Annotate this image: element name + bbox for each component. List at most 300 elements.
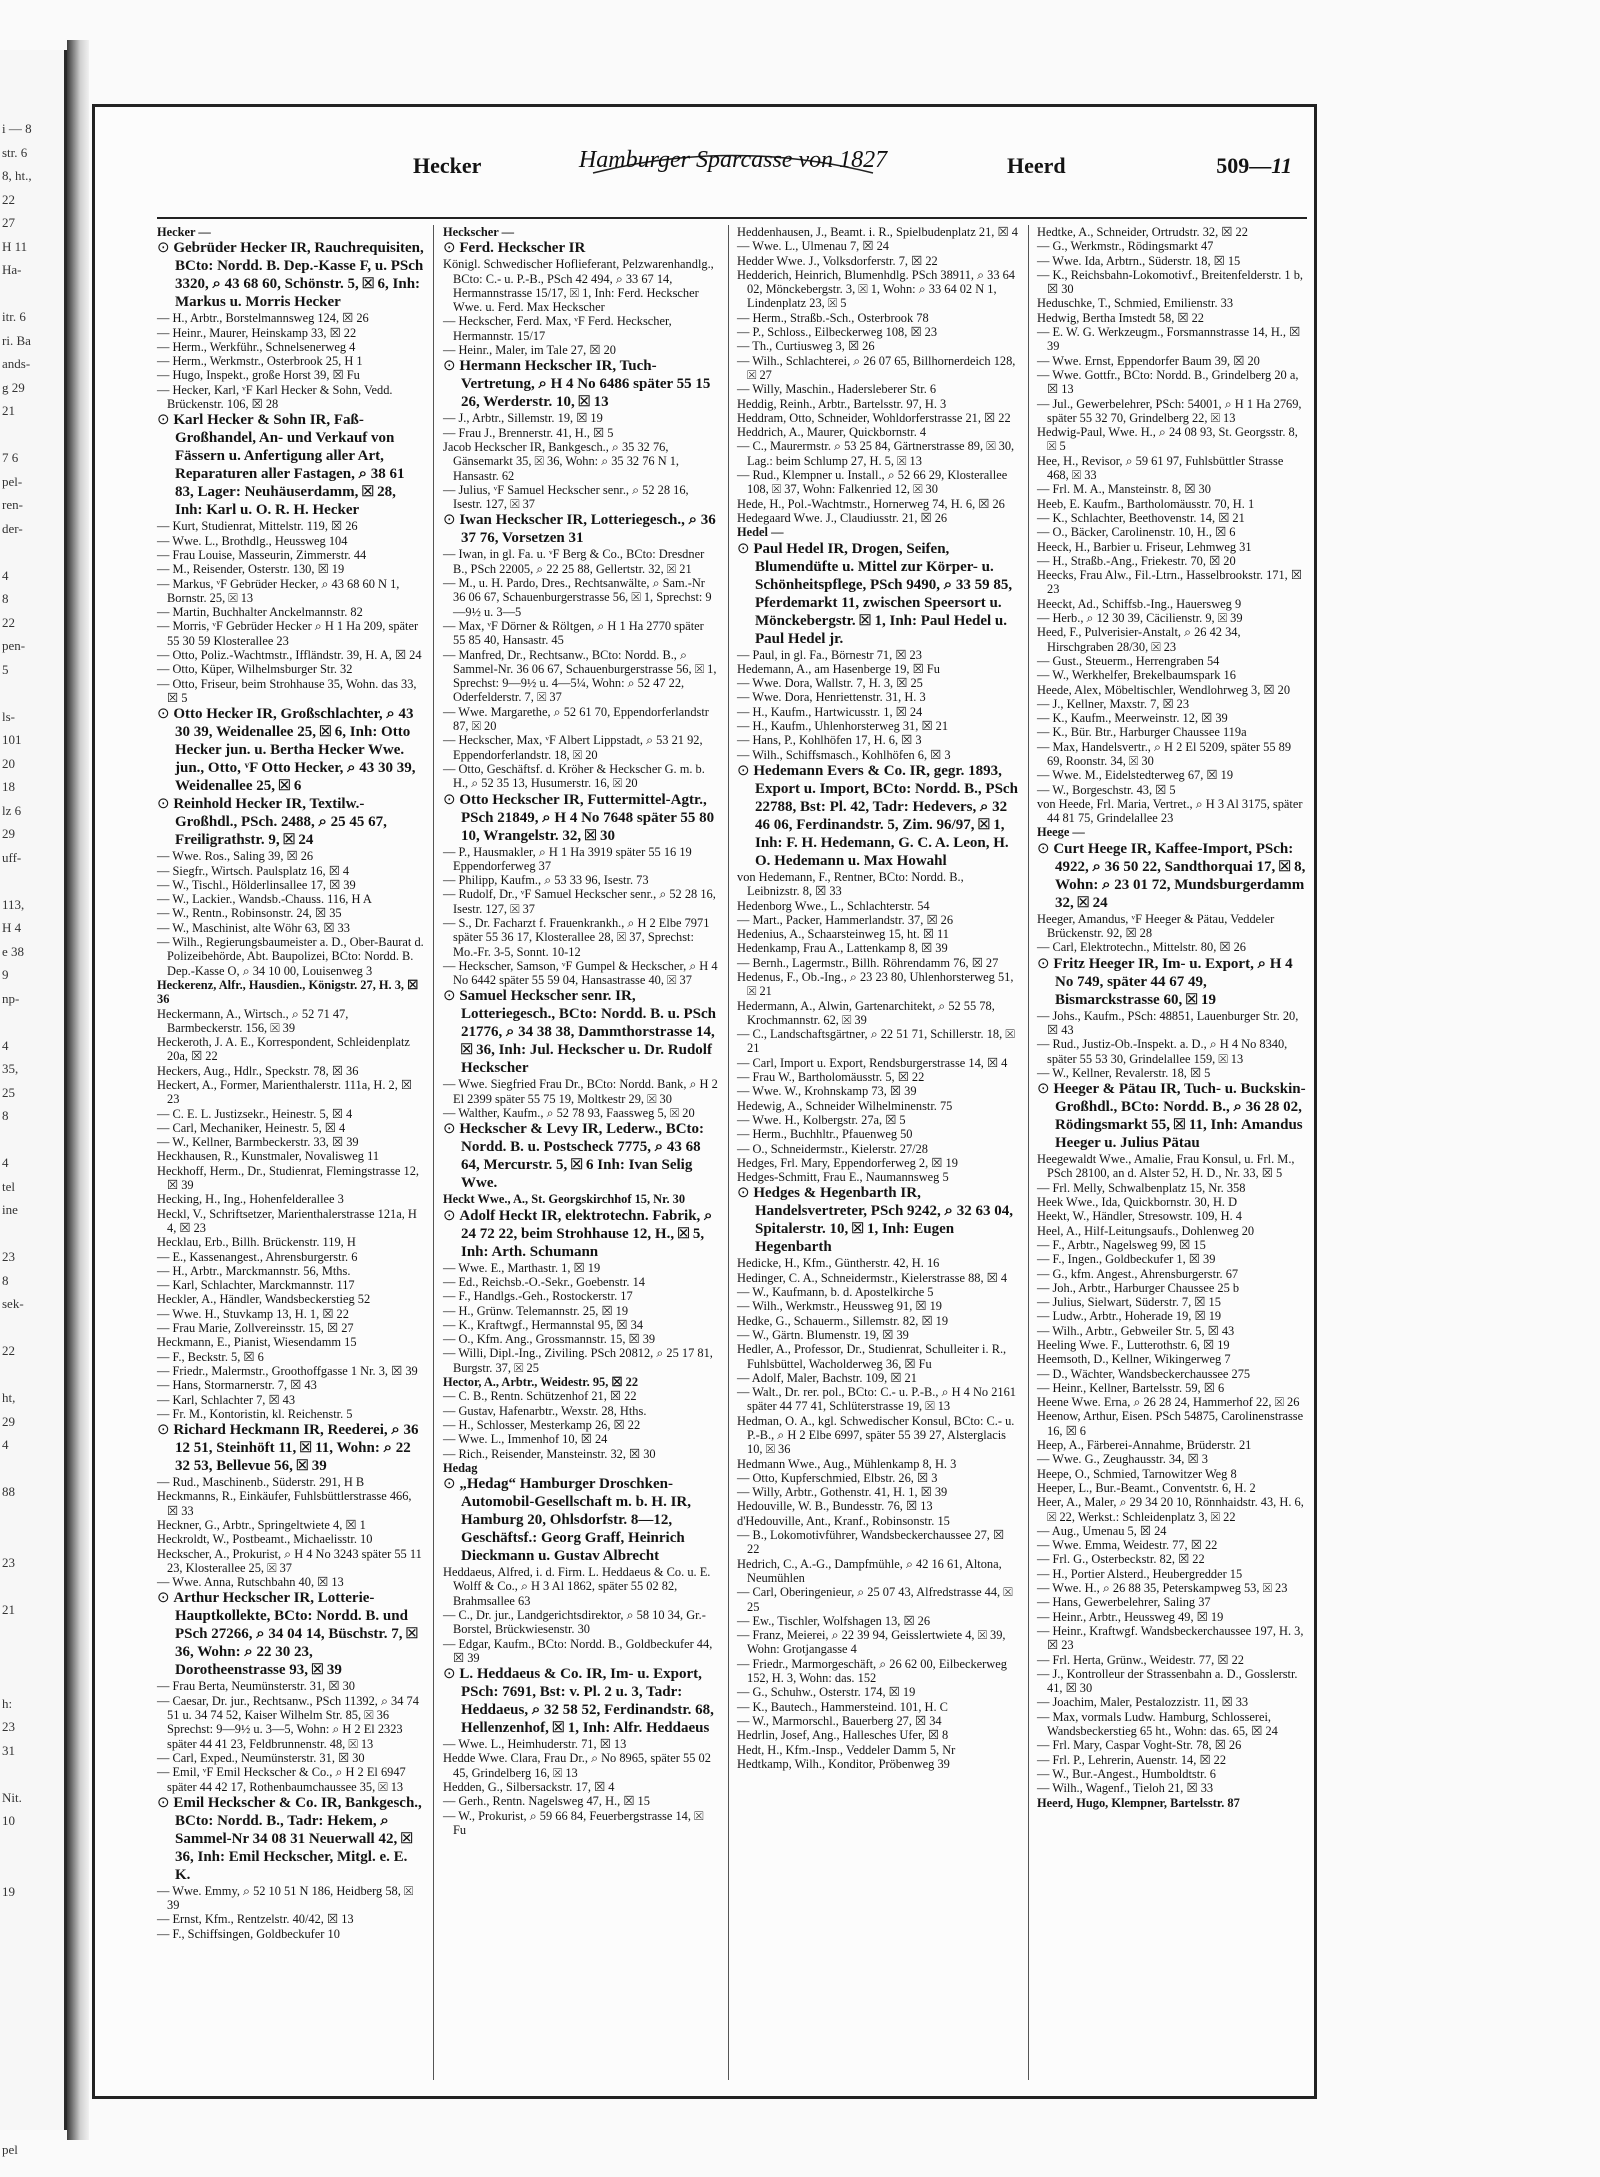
previous-page-fragment: 29 — [2, 1413, 15, 1429]
directory-entry: Heeling Wwe. F., Lutterothstr. 6, ☒ 19 — [1037, 1338, 1230, 1352]
directory-entry: — Edgar, Kaufm., BCto: Nordd. B., Goldbeckufer 44, ☒ 39 — [443, 1636, 713, 1665]
directory-entry: — Heckscher, Max, ᵛF Albert Lippstadt, ⌕ 53 21 92, Eppendorferlandstr. 18, ☒ 20 — [443, 733, 703, 762]
directory-entry: — Herm., Straßb.-Sch., Osterbrook 78 — [737, 310, 929, 325]
directory-entry: — Wwe. Anna, Rutschbahn 40, ☒ 13 — [157, 1575, 344, 1590]
directory-entry: — Wwe. L., Heimhuderstr. 71, ☒ 13 — [443, 1737, 627, 1752]
previous-page-fragment: ri. Ba — [2, 332, 31, 348]
directory-entry: — Manfred, Dr., Rechtsanw., BCto: Nordd. B., ⌕ Sammel-Nr. 36 06 67, Schauenburgerstrasse 56, ☒ 1, Sprechst: 9—9½ u. 4—5¼, Wohn: ⌕ 52 47 22, Oderfelderstr. 7, ☒ 37 — [443, 647, 717, 705]
directory-entry: Hedermann, A., Alwin, Gartenarchitekt, ⌕ 52 55 78, Krochmannstr. 62, ☒ 39 — [737, 998, 995, 1027]
directory-entry: Hector, A., Arbtr., Weidestr. 95, ☒ 22 — [443, 1375, 639, 1390]
directory-entry: Heeckt, Ad., Schiffsb.-Ing., Hauersweg 9 — [1037, 596, 1242, 611]
directory-entry: ⊙ Hedemann Evers & Co. IR, gegr. 1893, Export u. Import, BCto: Nordd. B., PSch 22788, Bst: Pl. 42, Tadr: Hedevers, ⌕ 32 46 06, Ferdinandstr. 5, Zim. 96/97, ☒ 1, Inh: F. H. Hedemann, G. C. A. Leon, H. O. Hedemann u. Max Howahl — [737, 762, 1019, 870]
directory-entry: — Martin, Buchhalter Anckelmannstr. 82 — [157, 605, 363, 620]
directory-entry: Hedenus, F., Ob.-Ing., ⌕ 23 23 80, Uhlenhorsterweg 51, ☒ 21 — [737, 969, 1014, 999]
directory-entry: — Wwe. H., Kolbergstr. 27a, ☒ 5 — [737, 1112, 906, 1127]
directory-entry: — Karl, Schlachter, Marckmannstr. 117 — [157, 1278, 355, 1293]
directory-entry: — F., Ingen., Goldbeckufer 1, ☒ 39 — [1037, 1252, 1216, 1267]
directory-entry: — S., Dr. Facharzt f. Frauenkrankh., ⌕ H 2 Elbe 7971 später 55 36 17, Klosterallee 28, ☒ 37, Sprechst: Mo.-Fr. 3-5, Sonnt. 10-12 — [443, 915, 710, 959]
directory-entry: Heckert, A., Former, Marienthalerstr. 111a, H. 2, ☒ 23 — [157, 1077, 413, 1107]
directory-entry: — W., Kaufmann, b. d. Apostelkirche 5 — [737, 1285, 934, 1300]
directory-entry: — Carl, Exped., Neumünsterstr. 31, ☒ 30 — [157, 1750, 365, 1765]
directory-entry: — Wwe. Dora, Wallstr. 7, H. 3, ☒ 25 — [737, 676, 923, 691]
header-right-word: Heerd — [1007, 153, 1066, 178]
previous-page-fragment: 101 — [2, 732, 22, 747]
directory-entry: Hedman, O. A., kgl. Schwedischer Konsul, BCto: C.- u. P.-B., ⌕ H 2 Elbe 6997, später 55 39 27, Alsterglacis 10, ☒ 36 — [737, 1413, 1015, 1457]
directory-entry: Hedtke, A., Schneider, Ortrudstr. 32, ☒ 22 — [1037, 225, 1248, 239]
directory-entry: — P., Schloss., Eilbeckerweg 108, ☒ 23 — [737, 325, 938, 340]
directory-entry: — Gerh., Rentn. Nagelsweg 47, H., ☒ 15 — [443, 1794, 650, 1809]
directory-entry: — W., Kellner, Revalerstr. 18, ☒ 5 — [1037, 1065, 1211, 1080]
directory-entry: ⊙ Emil Heckscher & Co. IR, Bankgesch., BCto: Nordd. B., Tadr: Hekem, ⌕ Sammel-Nr 34 08 31 Neuerwall 42, ☒ 36, Inh: Emil Heckscher, Mitgl. e. E. K. — [157, 1794, 425, 1884]
previous-page-fragment: der- — [2, 520, 23, 536]
column-divider — [728, 225, 729, 2080]
directory-entry: — J., Arbtr., Sillemstr. 19, ☒ 19 — [443, 411, 603, 426]
directory-entry: — Wwe. Emmy, ⌕ 52 10 51 N 186, Heidberg 58, ☒ 39 — [157, 1883, 414, 1913]
directory-entry: — H., Kaufm., Hartwicusstr. 1, ☒ 24 — [737, 704, 923, 719]
directory-entry: — W., Bur.-Angest., Humboldtstr. 6 — [1037, 1766, 1216, 1781]
directory-entry: — Frl. P., Lehrerin, Auenstr. 14, ☒ 22 — [1037, 1752, 1227, 1767]
previous-page-fragment: Nit. — [2, 1789, 22, 1805]
directory-entry: Heeger, Amandus, ᵛF Heeger & Pätau, Veddeler Brückenstr. 92, ☒ 28 — [1037, 911, 1275, 941]
directory-entry: — O., Bäcker, Carolinenstr. 10, H., ☒ 6 — [1037, 525, 1236, 540]
directory-entry: ⊙ Curt Heege IR, Kaffee-Import, PSch: 4922, ⌕ 36 50 22, Sandthorquai 17, ☒ 8, Wohn: ⌕ 23 01 72, Mundsburgerdamm 32, ☒ 24 — [1037, 840, 1307, 912]
directory-entry: — O., Schneidermstr., Kielerstr. 27/28 — [737, 1141, 928, 1156]
directory-entry: — Otto, Geschäftsf. d. Kröher & Heckscher G. m. b. H., ⌕ 52 35 13, Husumerstr. 16, ☒ 20 — [443, 761, 705, 791]
directory-entry: — H., Arbtr., Marckmannstr. 56, Mths. — [157, 1263, 351, 1278]
directory-entry: Heek Wwe., Ida, Quickbornstr. 30, H. D — [1037, 1195, 1238, 1210]
directory-entry: — Wwe. Siegfried Frau Dr., BCto: Nordd. Bank, ⌕ H 2 El 2399 später 55 75 19, Moltkestr 29, ☒ 30 — [443, 1077, 718, 1106]
directory-entry: — J., Kontrolleur der Strassenbahn a. D., Gosslerstr. 41, ☒ 30 — [1037, 1666, 1298, 1696]
directory-entry: — Ernst, Kfm., Rentzelstr. 40/42, ☒ 13 — [157, 1912, 354, 1927]
directory-entry: — Wwe. W., Krohnskamp 73, ☒ 39 — [737, 1084, 917, 1099]
directory-entry: ⊙ Otto Heckscher IR, Futtermittel-Agtr., PSch 21849, ⌕ H 4 No 7648 später 55 80 10, Wrangelstr. 32, ☒ 30 — [443, 791, 719, 845]
directory-entry: ⊙ Gebrüder Hecker IR, Rauchrequisiten, BCto: Nordd. B. Dep.-Kasse F, u. PSch 3320, ⌕ 43 68 60, Schönstr. 5, ☒ 6, Inh: Markus u. Morris Hecker — [157, 239, 425, 311]
directory-entry: — Otto, Kupferschmied, Elbstr. 26, ☒ 3 — [737, 1470, 938, 1485]
directory-entry: Königl. Schwedischer Hoflieferant, Pelzwarenhandlg., BCto: C.- u. P.-B., PSch 42 494, ⌕ 33 67 14, Hermannstrasse 15/17, ☒ 1, Inh: Ferd. Heckscher Wwe. u. Ferd. Max Heckscher — [443, 257, 714, 315]
previous-page-fragment: 4 — [2, 1037, 9, 1053]
previous-page-fragment: 10 — [2, 1813, 15, 1828]
directory-entry: Hedemann, A., am Hasenberge 19, ☒ Fu — [737, 661, 940, 676]
directory-entry: — Otto, Poliz.-Wachtmstr., Iffländstr. 39, H. A, ☒ 24 — [157, 648, 422, 663]
directory-entry: — Willi, Dipl.-Ing., Ziviling. PSch 20812, ⌕ 25 17 81, Burgstr. 37, ☒ 25 — [443, 1346, 713, 1375]
directory-entry: — Max, Handelsvertr., ⌕ H 2 El 5209, später 55 89 69, Roonstr. 34, ☒ 30 — [1037, 739, 1292, 768]
directory-entry: — Frl. Melly, Schwalbenplatz 15, Nr. 358 — [1037, 1180, 1246, 1195]
directory-entry: Heddrich, A., Maurer, Quickbornstr. 4 — [737, 425, 927, 440]
directory-entry: — Max, ᵛF Dörner & Röltgen, ⌕ H 1 Ha 2770 später 55 85 40, Hansastr. 45 — [443, 618, 704, 648]
directory-entry: — Hecker, Karl, ᵛF Karl Hecker & Sohn, Vedd. Brückenstr. 106, ☒ 28 — [157, 382, 393, 412]
directory-entry: — Gustav, Hafenarbtr., Wexstr. 28, Hths. — [443, 1403, 647, 1418]
directory-entry: — Wwe. Ros., Saling 39, ☒ 26 — [157, 849, 314, 864]
directory-entry: — Joh., Arbtr., Harburger Chaussee 25 b — [1037, 1280, 1240, 1295]
previous-page-fragment: np- — [2, 990, 20, 1006]
previous-page-fragment: sek- — [2, 1296, 24, 1311]
directory-entry: Heene Wwe. Erna, ⌕ 26 28 24, Hammerhof 22, ☒ 26 — [1037, 1395, 1300, 1410]
previous-page-fragment: 22 — [2, 191, 15, 207]
previous-page-fragment: 22 — [2, 614, 15, 630]
previous-page-fragment: 35, — [2, 1061, 19, 1076]
directory-entry: Hedag — [443, 1460, 478, 1475]
previous-page-fragment: 21 — [2, 403, 15, 418]
directory-entry: ⊙ Otto Hecker IR, Großschlachter, ⌕ 43 30 39, Weidenallee 25, ☒ 6, Inh: Otto Hecker jun. u. Bertha Hecker Wwe. jun., Otto, ᵛF Otto Hecker, ⌕ 43 30 39, Weidenallee 25, ☒ 6 — [157, 705, 425, 795]
directory-entry: ⊙ Samuel Heckscher senr. IR, Lotteriegesch., BCto: Nordd. B. u. PSch 21776, ⌕ 34 38 38, Dammthorstrasse 14, ☒ 36, Inh: Jul. Heckscher u. Dr. Rudolf Heckscher — [443, 987, 719, 1077]
directory-entry: d'Hedouville, Ant., Kranf., Robinsonstr. 15 — [737, 1513, 950, 1528]
previous-page-fragment: 4 — [2, 1437, 9, 1452]
directory-entry: — Frau Louise, Masseurin, Zimmerstr. 44 — [157, 547, 367, 562]
directory-entry: — Hans, P., Kohlhöfen 17, H. 6, ☒ 3 — [737, 733, 922, 748]
column-4 — [1037, 225, 1307, 2080]
directory-entry: Heeb, E. Kaufm., Bartholomäusstr. 70, H. 1 — [1037, 496, 1255, 511]
directory-entry: — Siegfr., Wirtsch. Paulsplatz 16, ☒ 4 — [157, 863, 350, 878]
previous-page-fragment: H 4 — [2, 920, 22, 935]
directory-entry: Heep, A., Färberei-Annahme, Brüderstr. 21 — [1037, 1438, 1252, 1453]
directory-entry: — Frl. Mary, Caspar Voght-Str. 78, ☒ 26 — [1037, 1738, 1242, 1753]
directory-entry: — Wilh., Werkmstr., Heussweg 91, ☒ 19 — [737, 1299, 942, 1314]
directory-entry: — Wwe. L., Brothdlg., Heussweg 104 — [157, 533, 348, 548]
directory-entry: — Kurt, Studienrat, Mittelstr. 119, ☒ 26 — [157, 519, 358, 534]
previous-page-fragment: ine — [2, 1202, 18, 1217]
previous-page-fragment: tel — [2, 1178, 15, 1194]
directory-entry: — B., Lokomotivführer, Wandsbeckerchaussee 27, ☒ 22 — [737, 1528, 1005, 1557]
previous-page-fragment: 18 — [2, 779, 15, 794]
directory-entry: ⊙ Fritz Heeger IR, Im- u. Export, ⌕ H 4 No 749, später 44 67 49, Bismarckstrasse 60, ☒ 19 — [1037, 955, 1307, 1009]
directory-entry: — W., Gärtn. Blumenstr. 19, ☒ 39 — [737, 1327, 909, 1342]
previous-page-fragment: 21 — [2, 1601, 15, 1617]
directory-entry: — Heinr., Maler, im Tale 27, ☒ 20 — [443, 343, 616, 358]
directory-entry: — K., Bautech., Hammersteind. 101, H. C — [737, 1699, 948, 1714]
directory-entry: — Wwe. Gottfr., BCto: Nordd. B., Grindelberg 20 a, ☒ 13 — [1037, 367, 1299, 397]
previous-page-fragment: lz 6 — [2, 802, 22, 818]
directory-entry: — Otto, Küper, Wilhelmsburger Str. 32 — [157, 662, 353, 677]
directory-entry: — Wwe. G., Zeughausstr. 34, ☒ 3 — [1037, 1452, 1208, 1467]
directory-entry: — Wilh., Arbtr., Gebweiler Str. 5, ☒ 43 — [1037, 1323, 1235, 1338]
directory-entry: — G., Schuhw., Osterstr. 174, ☒ 19 — [737, 1685, 916, 1700]
column-1 — [157, 225, 425, 2080]
previous-page-strip — [0, 50, 67, 2157]
directory-entry: ⊙ Ferd. Heckscher IR — [443, 239, 719, 257]
header-rule — [157, 217, 1307, 219]
directory-entry: — Wilh., Schlachterei, ⌕ 26 07 65, Billhornerdeich 128, ☒ 27 — [737, 353, 1016, 382]
directory-entry: ⊙ „Hedag“ Hamburger Droschken-Automobil-Gesellschaft m. b. H. IR, Hamburg 20, Ohlsdorfstr. 8—12, Geschäftsf.: Georg Graff, Heinrich Dieckmann u. Gustav Albrecht — [443, 1475, 719, 1565]
directory-entry: — W., Kellner, Barmbeckerstr. 33, ☒ 39 — [157, 1135, 359, 1150]
directory-entry: — Rich., Reisender, Mansteinstr. 32, ☒ 30 — [443, 1446, 656, 1461]
directory-entry: — Herm., Buchhltr., Pfauenweg 50 — [737, 1127, 913, 1142]
directory-entry: — Friedr., Marmorgeschäft, ⌕ 26 62 00, Eilbeckerweg 152, H. 3, Wohn: das. 152 — [737, 1656, 1007, 1686]
directory-entry: Hedrich, C., A.-G., Dampfmühle, ⌕ 42 16 61, Altona, Neumühlen — [737, 1556, 1002, 1585]
previous-page-fragment: 20 — [2, 755, 15, 771]
directory-entry: — F., Schiffsingen, Goldbeckufer 10 — [157, 1926, 340, 1941]
directory-entry: Hee, H., Revisor, ⌕ 59 61 97, Fuhlsbüttler Strasse 468, ☒ 33 — [1037, 453, 1284, 483]
directory-entry: — Willy, Arbtr., Gothenstr. 41, H. 1, ☒ 39 — [737, 1485, 948, 1500]
directory-entry: — H., Kaufm., Uhlenhorsterweg 31, ☒ 21 — [737, 719, 949, 734]
directory-entry: — H., Schlosser, Mesterkamp 26, ☒ 22 — [443, 1417, 641, 1432]
previous-page-fragment: 19 — [2, 1883, 15, 1899]
directory-entry: — H., Portier Alsterd., Heubergredder 15 — [1037, 1566, 1243, 1581]
previous-page-fragment: ls- — [2, 708, 15, 724]
directory-entry: — M., Reisender, Osterstr. 130, ☒ 19 — [157, 562, 345, 577]
directory-entry: Heckscher — — [443, 225, 515, 239]
previous-page-fragment: Ha- — [2, 262, 22, 277]
directory-entry: — Wilh., Regierungsbaumeister a. D., Ober-Baurat d. Polizeibehörde, Abt. Baupolizei, BCto: Nordd. B. Dep.-Kasse O, ⌕ 34 10 00, Louisenweg 3 — [157, 935, 424, 978]
directory-entry: Heerd, Hugo, Klempner, Bartelsstr. 87 — [1037, 1795, 1240, 1810]
directory-entry: Heduschke, T., Schmied, Emilienstr. 33 — [1037, 296, 1234, 311]
columns — [157, 225, 1307, 2080]
directory-entry: — C., Maurermstr. ⌕ 53 25 84, Gärtnerstrasse 89, ☒ 30, Lag.: beim Schlump 27, H. 5, ☒ 13 — [737, 439, 1015, 468]
directory-entry: — Frau J., Brennerstr. 41, H., ☒ 5 — [443, 425, 614, 440]
directory-entry: Hecklau, Erb., Billh. Brückenstr. 119, H — [157, 1235, 356, 1250]
directory-entry: — Carl, Oberingenieur, ⌕ 25 07 43, Alfredstrasse 44, ☒ 25 — [737, 1585, 1013, 1614]
directory-entry: — E., Kassenangest., Ahrensburgerstr. 6 — [157, 1249, 358, 1264]
previous-page-fragment: 113, — [2, 896, 25, 912]
previous-page-fragment: 23 — [2, 1719, 15, 1734]
directory-entry: — Julius, ᵛF Samuel Heckscher senr., ⌕ 52 28 16, Isestr. 127, ☒ 37 — [443, 482, 689, 512]
directory-entry: — Otto, Friseur, beim Strohhause 35, Wohn. das 33, ☒ 5 — [157, 676, 417, 705]
directory-entry: ⊙ Richard Heckmann IR, Reederei, ⌕ 36 12 51, Steinhöft 11, ☒ 11, Wohn: ⌕ 22 32 53, Bellevue 56, ☒ 39 — [157, 1421, 425, 1475]
directory-entry: Hedel — — [737, 525, 784, 540]
directory-entry: — Ew., Tischler, Wolfshagen 13, ☒ 26 — [737, 1613, 931, 1628]
directory-entry: Heed, F., Pulverisier-Anstalt, ⌕ 26 42 34, Hirschgraben 28/30, ☒ 23 — [1037, 625, 1241, 654]
directory-entry: Heede, Alex, Möbeltischler, Wendlohrweg 3, ☒ 20 — [1037, 682, 1291, 697]
directory-entry: Heckler, A., Händler, Wandsbeckerstieg 52 — [157, 1292, 371, 1307]
directory-entry: — K., Bür. Btr., Harburger Chaussee 119a — [1037, 725, 1247, 740]
previous-page-fragment: 4 — [2, 567, 9, 583]
previous-page-fragment: e 38 — [2, 943, 25, 959]
directory-entry: — D., Wächter, Wandsbeckerchaussee 275 — [1037, 1366, 1251, 1381]
directory-entry: ⊙ Hedges & Hegenbarth IR, Handelsvertreter, PSch 9242, ⌕ 32 63 04, Spitalerstr. 10, ☒ 1, Inh: Eugen Hegenbarth — [737, 1184, 1019, 1256]
directory-entry: Heeper, L., Bur.-Beamt., Conventstr. 6, H. 2 — [1037, 1480, 1256, 1495]
directory-entry: ⊙ Adolf Heckt IR, elektrotechn. Fabrik, ⌕ 24 72 22, beim Strohhause 12, H., ☒ 5, Inh: Arth. Schumann — [443, 1207, 719, 1261]
directory-entry: — Rud., Justiz-Ob.-Inspekt. a. D., ⌕ H 4 No 8340, später 55 53 30, Grindelallee 159, ☒ 13 — [1037, 1037, 1288, 1066]
directory-entry: Heckmanns, R., Einkäufer, Fuhlsbüttlerstrasse 466, ☒ 33 — [157, 1489, 412, 1518]
column-divider — [433, 225, 434, 2080]
directory-entry: Hedinger, C. A., Schneidermstr., Kielerstrasse 88, ☒ 4 — [737, 1270, 1008, 1285]
directory-entry: Heekt, W., Händler, Stresowstr. 109, H. 4 — [1037, 1209, 1242, 1224]
directory-entry: — K., Schlachter, Beethovenstr. 14, ☒ 21 — [1037, 510, 1245, 525]
header-left-word: Hecker — [413, 153, 482, 178]
directory-entry: ⊙ Iwan Heckscher IR, Lotteriegesch., ⌕ 36 37 76, Vorsetzen 31 — [443, 511, 719, 547]
directory-entry: — K., Kaufm., Meerweinstr. 12, ☒ 39 — [1037, 711, 1228, 726]
directory-entry: von Hedemann, F., Rentner, BCto: Nordd. B., Leibnizstr. 8, ☒ 33 — [737, 869, 964, 899]
directory-entry: — Frau Berta, Neumünsterstr. 31, ☒ 30 — [157, 1679, 355, 1694]
directory-entry: — Walt., Dr. rer. pol., BCto: C.- u. P.-B., ⌕ H 4 No 2161 später 44 77 41, Schlüterstrasse 19, ☒ 13 — [737, 1385, 1016, 1414]
directory-entry: — Herm., Werkführ., Schnelsenerweg 4 — [157, 339, 356, 354]
directory-entry: Hecking, H., Ing., Hohenfelderallee 3 — [157, 1192, 344, 1207]
directory-entry: — Rud., Klempner u. Install., ⌕ 52 66 29, Klosterallee 108, ☒ 37, Wohn: Falkenried 12, ☒ 30 — [737, 468, 1008, 497]
previous-page-fragment: 8 — [2, 1108, 9, 1123]
directory-entry: Hedges, Frl. Mary, Eppendorferweg 2, ☒ 19 — [737, 1155, 958, 1170]
directory-entry: — Wwe. L., Immenhof 10, ☒ 24 — [443, 1432, 608, 1447]
column-2 — [443, 225, 719, 2080]
directory-entry: Hedder Wwe. J., Volksdorferstr. 7, ☒ 22 — [737, 253, 938, 268]
directory-entry: Heckl, V., Schriftsetzer, Marienthalerstrasse 121a, H 4, ☒ 23 — [157, 1206, 417, 1235]
directory-entry: — Willy, Maschin., Hadersleberer Str. 6 — [737, 382, 937, 397]
directory-entry: — Morris, ᵛF Gebrüder Hecker ⌕ H 1 Ha 209, später 55 30 59 Klosterallee 23 — [157, 619, 419, 648]
directory-entry: Hedden, G., Silbersackstr. 17, ☒ 4 — [443, 1780, 615, 1795]
directory-entry: Hedt, H., Kfm.-Insp., Veddeler Damm 5, Nr — [737, 1742, 956, 1757]
directory-entry: — Adolf, Maler, Bachstr. 109, ☒ 21 — [737, 1370, 917, 1385]
directory-entry: Heepe, O., Schmied, Tarnowitzer Weg 8 — [1037, 1466, 1237, 1481]
directory-entry: — Rud., Maschinenb., Süderstr. 291, H B — [157, 1475, 365, 1490]
directory-entry: — Markus, ᵛF Gebrüder Hecker, ⌕ 43 68 60 N 1, Bornstr. 25, ☒ 13 — [157, 576, 400, 605]
directory-entry: von Heede, Frl. Maria, Vertret., ⌕ H 3 Al 3175, später 44 81 75, Grindelallee 23 — [1037, 796, 1303, 826]
sparcasse-logo — [578, 133, 888, 181]
previous-page-fragment: h: — [2, 1695, 13, 1711]
directory-entry: — Bernh., Lagermstr., Billh. Röhrendamm 76, ☒ 27 — [737, 955, 999, 970]
previous-page-fragment: str. 6 — [2, 144, 28, 160]
directory-entry: — J., Kellner, Maxstr. 7, ☒ 23 — [1037, 696, 1190, 711]
directory-entry: Hecker — — [157, 225, 211, 239]
directory-entry: Heckroldt, W., Postbeamt., Michaelisstr. 10 — [157, 1532, 373, 1547]
previous-page-fragment: 22 — [2, 1343, 15, 1358]
directory-entry: — Th., Curtiusweg 3, ☒ 26 — [737, 339, 875, 354]
directory-entry: — G., kfm. Angest., Ahrensburgerstr. 67 — [1037, 1266, 1239, 1281]
directory-entry: — Karl, Schlachter 7, ☒ 43 — [157, 1392, 296, 1407]
directory-entry: — Heinr., Kellner, Bartelsstr. 59, ☒ 6 — [1037, 1380, 1225, 1395]
directory-entry: — Walther, Kaufm., ⌕ 52 78 93, Faassweg 5, ☒ 20 — [443, 1106, 695, 1121]
directory-entry: — Wwe. L., Ulmenau 7, ☒ 24 — [737, 239, 889, 254]
directory-entry: — Hans, Gewerbelehrer, Saling 37 — [1037, 1595, 1211, 1610]
directory-entry: Heckt Wwe., A., St. Georgskirchhof 15, Nr. 30 — [443, 1192, 686, 1207]
directory-entry: Heddenhausen, J., Beamt. i. R., Spielbudenplatz 21, ☒ 4 — [737, 225, 1018, 239]
directory-entry: Hedrlin, Josef, Ang., Hallesches Ufer, ☒ 8 — [737, 1728, 949, 1743]
directory-entry: Hedtkamp, Wilh., Konditor, Pröbenweg 39 — [737, 1756, 950, 1771]
directory-entry: — Heckscher, Samson, ᵛF Gumpel & Heckscher, ⌕ H 4 No 6442 später 55 59 04, Hansastrasse 40, ☒ 37 — [443, 958, 718, 988]
directory-entry: — Carl, Elektrotechn., Mittelstr. 80, ☒ 26 — [1037, 940, 1246, 955]
directory-entry: Heer, A., Maler, ⌕ 29 34 20 10, Rönnhaidstr. 43, H. 6, ☒ 22, Werkst.: Schleidenplatz 3, ☒ 22 — [1037, 1495, 1304, 1524]
directory-entry: ⊙ L. Heddaeus & Co. IR, Im- u. Export, PSch: 7691, Bst: v. Pl. 2 u. 3, Tadr: Heddaeus, ⌕ 32 58 52, Ferdinandstr. 68, Hellenzenhof, ☒ 1, Inh: Alfr. Heddaeus — [443, 1665, 719, 1737]
directory-entry: — Wilh., Wagenf., Tieloh 21, ☒ 33 — [1037, 1781, 1214, 1796]
directory-entry: — C. E. L. Justizsekr., Heinestr. 5, ☒ 4 — [157, 1106, 353, 1121]
directory-entry: Heckscher, A., Prokurist, ⌕ H 4 No 3243 später 55 11 23, Klosterallee 25, ☒ 37 — [157, 1546, 422, 1575]
directory-entry: Heddram, Otto, Schneider, Wohldorferstrasse 21, ☒ 22 — [737, 410, 1011, 425]
directory-entry: — Emil, ᵛF Emil Heckscher & Co., ⌕ H 2 El 6947 später 44 42 17, Rothenbaumchaussee 35, ☒ 13 — [157, 1765, 406, 1794]
directory-entry: — Caesar, Dr. jur., Rechtsanw., PSch 11392, ⌕ 34 74 51 u. 34 74 52, Kaiser Wilhelm Str. 85, ☒ 36 Sprechst: 9—9½ u. 3—5, Wohn: ⌕ H 2 El 2323 später 44 41 23, Feldbrunnenstr. 48, ☒ 13 — [157, 1693, 419, 1751]
directory-entry: ⊙ Arthur Heckscher IR, Lotterie-Hauptkollekte, BCto: Nordd. B. und PSch 27266, ⌕ 34 04 14, Büschstr. 7, ☒ 36, Wohn: ⌕ 22 30 23, Dorotheenstrasse 93, ☒ 39 — [157, 1589, 425, 1679]
directory-entry: Hedler, A., Professor, Dr., Studienrat, Schulleiter i. R., Fuhlsbüttel, Wacholderweg 36, ☒ Fu — [737, 1342, 1007, 1371]
directory-entry: — Wwe. H., Stuvkamp 13, H. 1, ☒ 22 — [157, 1306, 349, 1321]
directory-entry: — W., Lackier., Wandsb.-Chauss. 116, H A — [157, 892, 372, 907]
logo-text: Hamburger Sparcasse von 1827 — [578, 147, 888, 173]
directory-entry: Heecks, Frau Alw., Fil.-Ltrn., Hasselbrookstr. 171, ☒ 23 — [1037, 568, 1302, 597]
directory-entry: — F., Arbtr., Nagelsweg 99, ☒ 15 — [1037, 1237, 1206, 1252]
directory-entry: — Heckscher, Ferd. Max, ᵛF Ferd. Heckscher, Hermannstr. 15/17 — [443, 314, 672, 343]
directory-entry: — Ludw., Arbtr., Hoherade 19, ☒ 19 — [1037, 1309, 1222, 1324]
directory-entry: — Johs., Kaufm., PSch: 48851, Lauenburger Str. 20, ☒ 43 — [1037, 1008, 1299, 1037]
directory-entry: — Wwe. Emma, Weidestr. 77, ☒ 22 — [1037, 1538, 1218, 1553]
directory-entry: — Jul., Gewerbelehrer, PSch: 54001, ⌕ H 1 Ha 2769, später 55 32 70, Grindelberg 22, ☒ 13 — [1037, 396, 1302, 425]
directory-entry: — Wwe. Dora, Henriettenstr. 31, H. 3 — [737, 690, 926, 705]
previous-page-fragment: 8, ht., — [2, 168, 32, 183]
directory-entry: Hedenius, A., Schaarsteinweg 15, ht. ☒ 11 — [737, 927, 949, 942]
previous-page-fragment: 88 — [2, 1484, 15, 1499]
directory-entry: — Heinr., Kraftwgf. Wandsbeckerchaussee 197, H. 3, ☒ 23 — [1037, 1623, 1304, 1653]
previous-page-fragment: pel — [2, 2142, 18, 2157]
previous-page-fragment: 5 — [2, 661, 9, 677]
directory-entry: Hedde Wwe. Clara, Frau Dr., ⌕ No 8965, später 55 02 45, Grindelberg 16, ☒ 13 — [443, 1751, 711, 1780]
directory-entry: ⊙ Heckscher & Levy IR, Lederw., BCto: Nordd. B. u. Postscheck 7775, ⌕ 43 68 64, Mercurstr. 5, ☒ 6 Inh: Ivan Selig Wwe. — [443, 1120, 719, 1192]
directory-entry: ⊙ Heeger & Pätau IR, Tuch- u. Buckskin-Großhdl., BCto: Nordd. B., ⌕ 36 28 02, Rödingsmarkt 55, ☒ 11, Inh: Amandus Heeger u. Julius Pätau — [1037, 1080, 1307, 1152]
directory-entry: ⊙ Paul Hedel IR, Drogen, Seifen, Blumendüfte u. Mittel zur Körper- u. Schönheitspflege, PSch 9490, ⌕ 33 59 85, Pferdemarkt 11, zwischen Speersort u. Mönckebergstr. ☒ 1, Inh: Paul Hedel u. Paul Hedel jr. — [737, 540, 1019, 648]
directory-entry: ⊙ Reinhold Hecker IR, Textilw.-Großhdl., PSch. 2488, ⌕ 25 45 67, Freiligrathstr. 9, ☒ 24 — [157, 795, 425, 849]
previous-page-fragment: pel- — [2, 473, 23, 489]
directory-entry: — Franz, Meierei, ⌕ 22 39 94, Geisslertwiete 4, ☒ 39, Wohn: Grotjangasse 4 — [737, 1628, 1006, 1657]
directory-entry: Hedenborg Wwe., L., Schlachterstr. 54 — [737, 898, 930, 913]
directory-entry: — C., Landschaftsgärtner, ⌕ 22 51 71, Schillerstr. 18, ☒ 21 — [737, 1027, 1015, 1056]
directory-entry: Hedwig, Bertha Imstedt 58, ☒ 22 — [1037, 310, 1204, 325]
directory-entry: — W., Werkhelfer, Brekelbaumspark 16 — [1037, 668, 1236, 683]
directory-entry: — H., Grünw. Telemannstr. 25, ☒ 19 — [443, 1303, 629, 1318]
directory-entry: — Hugo, Inspekt., große Horst 39, ☒ Fu — [157, 368, 360, 383]
directory-entry: — Frl. G., Osterbeckstr. 82, ☒ 22 — [1037, 1552, 1205, 1567]
directory-entry: Hedouville, W. B., Bundesstr. 76, ☒ 13 — [737, 1499, 933, 1514]
directory-entry: — Heinr., Maurer, Heinskamp 33, ☒ 22 — [157, 325, 357, 340]
directory-entry: Heckmann, E., Pianist, Wiesendamm 15 — [157, 1335, 357, 1350]
directory-entry: — E. W. G. Werkzeugm., Forsmannstrasse 14, H., ☒ 39 — [1037, 325, 1301, 354]
directory-entry: — Friedr., Malermstr., Groothoffgasse 1 Nr. 3, ☒ 39 — [157, 1363, 418, 1378]
directory-entry: — Rudolf, Dr., ᵛF Samuel Heckscher senr., ⌕ 52 28 16, Isestr. 127, ☒ 37 — [443, 887, 716, 916]
previous-page-fragment: 23 — [2, 1554, 15, 1570]
directory-entry: Hedges-Schmitt, Frau E., Naumannsweg 5 — [737, 1170, 949, 1185]
directory-entry: — Heinr., Arbtr., Heussweg 49, ☒ 19 — [1037, 1609, 1224, 1624]
directory-entry: — Carl, Import u. Export, Rendsburgerstrasse 14, ☒ 4 — [737, 1055, 1008, 1070]
previous-page-fragment: 7 6 — [2, 450, 19, 465]
previous-page-fragment: 27 — [2, 215, 15, 230]
directory-entry: Hedicke, H., Kfm., Güntherstr. 42, H. 16 — [737, 1256, 940, 1271]
directory-entry: — Paul, in gl. Fa., Börnestr 71, ☒ 23 — [737, 647, 922, 662]
previous-page-fragment: ands- — [2, 356, 31, 371]
directory-entry: — Herm., Werkmstr., Osterbrook 25, H 1 — [157, 354, 363, 369]
directory-entry: Heddig, Reinh., Arbtr., Bartelsstr. 97, H. 3 — [737, 396, 947, 411]
directory-entry: — Wwe. Margarethe, ⌕ 52 61 70, Eppendorferlandstr 87, ☒ 20 — [443, 704, 709, 734]
directory-entry: — Carl, Mechaniker, Heinestr. 5, ☒ 4 — [157, 1120, 346, 1135]
previous-page-fragment: ht, — [2, 1390, 16, 1405]
directory-entry: Heckers, Aug., Hdlr., Speckstr. 78, ☒ 36 — [157, 1063, 359, 1078]
directory-entry: Hedegaard Wwe. J., Claudiusstr. 21, ☒ 26 — [737, 510, 948, 525]
directory-entry: — K., Kraftwgf., Hermannstal 95, ☒ 34 — [443, 1317, 644, 1332]
previous-page-fragment: H 11 — [2, 238, 28, 254]
previous-page-fragment: 31 — [2, 1742, 15, 1758]
previous-page-fragment: 8 — [2, 1272, 9, 1288]
directory-entry: — W., Marmorschl., Bauerberg 27, ☒ 34 — [737, 1713, 942, 1728]
directory-entry: — C., Dr. jur., Landgerichtsdirektor, ⌕ 58 10 34, Gr.-Borstel, Brückwiesenstr. 30 — [443, 1608, 706, 1637]
directory-entry: — Fr. M., Kontoristin, kl. Reichenstr. 5 — [157, 1406, 353, 1421]
previous-page-fragment: 8 — [2, 591, 9, 606]
previous-page-fragment: 4 — [2, 1155, 9, 1170]
directory-entry: Heckermann, A., Wirtsch., ⌕ 52 71 47, Barmbeckerstr. 156, ☒ 39 — [157, 1006, 349, 1035]
directory-entry: — Wilh., Schiffsmasch., Kohlhöfen 6, ☒ 3 — [737, 747, 951, 762]
directory-entry: — Frl. M. A., Mansteinstr. 8, ☒ 30 — [1037, 482, 1211, 497]
directory-entry: — F., Handlgs.-Geh., Rostockerstr. 17 — [443, 1289, 633, 1304]
directory-entry: — Frau Marie, Zollvereinsstr. 15, ☒ 27 — [157, 1321, 354, 1336]
directory-entry: — W., Borgeschstr. 43, ☒ 5 — [1037, 782, 1176, 797]
previous-page-fragment: g 29 — [2, 379, 25, 395]
directory-entry: — H., Arbtr., Borstelmannsweg 124, ☒ 26 — [157, 311, 369, 326]
directory-entry: Hedwig-Paul, Wwe. H., ⌕ 24 08 93, St. Georgsstr. 8, ☒ 5 — [1037, 425, 1298, 454]
directory-entry: — Herb., ⌕ 12 30 39, Cäcilienstr. 9, ☒ 39 — [1037, 611, 1243, 626]
directory-entry: Heckhausen, R., Kunstmaler, Novalisweg 11 — [157, 1149, 380, 1164]
directory-entry: — Iwan, in gl. Fa. u. ᵛF Berg & Co., BCto: Dresdner B., PSch 22005, ⌕ 22 25 88, Gellertstr. 32, ☒ 21 — [443, 547, 705, 576]
previous-page-fragment: 9 — [2, 967, 9, 982]
directory-entry: — W., Prokurist, ⌕ 59 66 84, Feuerbergstrasse 14, ☒ Fu — [443, 1808, 704, 1837]
directory-entry: — Wwe. H., ⌕ 26 88 35, Peterskampweg 53, ☒ 23 — [1037, 1581, 1288, 1596]
previous-page-fragment: 23 — [2, 1249, 15, 1264]
directory-entry: — Wwe. M., Eidelstedterweg 67, ☒ 19 — [1037, 768, 1234, 783]
directory-entry: Heckner, G., Arbtr., Springeltwiete 4, ☒ 1 — [157, 1518, 366, 1532]
directory-entry: Hedenkamp, Frau A., Lattenkamp 8, ☒ 39 — [737, 941, 948, 956]
directory-entry: — W., Maschinist, alte Wöhr 63, ☒ 33 — [157, 920, 350, 935]
directory-entry: — G., Werkmstr., Rödingsmarkt 47 — [1037, 239, 1214, 254]
directory-entry: — Gust., Steuerm., Herrengraben 54 — [1037, 653, 1220, 668]
directory-entry: Hedewig, A., Schneider Wilhelminenstr. 75 — [737, 1098, 953, 1113]
